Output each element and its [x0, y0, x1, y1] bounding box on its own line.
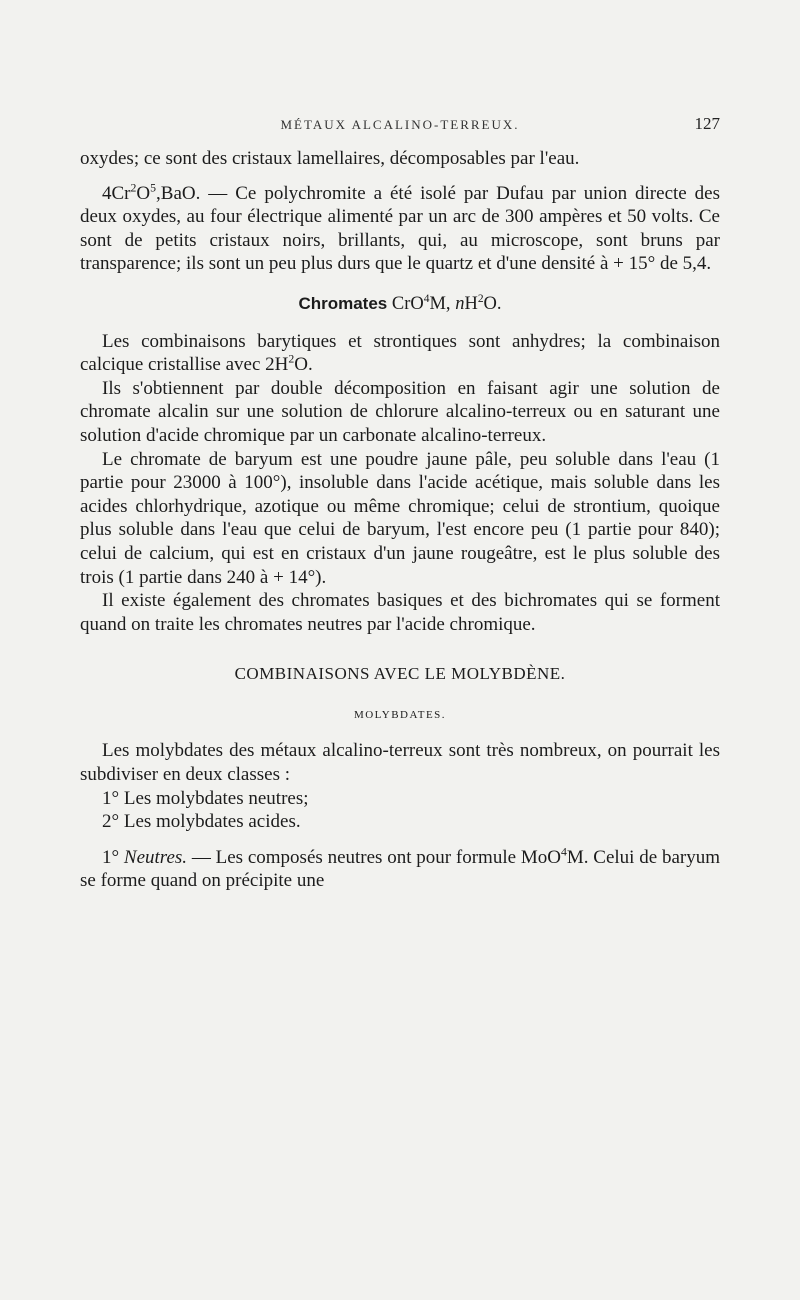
paragraph-text: — Ce polychromite a été isolé par Dufau par union directe des deux oxydes, au four électrique alimenté par un arc de 300 ampères et 50 volts. Ce sont de petits cristaux noirs, brillants, qui, au microscope, sont bruns par transparence; ils sont un peu plus durs que le quartz et d'une densité à + 15° de 5,4. — [80, 182, 720, 275]
paragraph-obtention: Ils s'obtiennent par double décomposition en faisant agir une solution de chromate alcalin sur une solution de chlorure alcalino-terreux ou en saturant une solution d'acide chromique par un carbonate alcalino-terreux. — [80, 377, 720, 446]
formula-sup: 4 — [560, 845, 567, 859]
formula-sup: 2 — [477, 292, 484, 305]
list-item: 1° Les molybdates neutres; — [102, 787, 309, 809]
formula-sup: 2 — [130, 181, 137, 195]
formula-sup: 4 — [423, 292, 430, 305]
formula-part: O. — [483, 293, 502, 314]
page-number: 127 — [694, 114, 720, 133]
paragraph-text: Les combinaisons barytiques et strontiques sont anhydres; la combinaison calcique cristallise avec 2H — [80, 330, 720, 376]
paragraph-text: M. Celui de baryum se forme quand on précipite une — [80, 846, 720, 892]
formula-part: O — [136, 182, 151, 204]
paragraph-combinaisons — [80, 330, 720, 377]
running-head: MÉTAUX ALCALINO-TERREUX. — [280, 117, 520, 132]
section-heading: COMBINAISONS AVEC LE MOLYBDÈNE. — [234, 664, 566, 684]
formula-part: ,BaO. — [156, 182, 201, 204]
paragraph-molybdates: Les molybdates des métaux alcalino-terreux sont très nombreux, on pourrait les subdiviser en deux classes : — [80, 740, 720, 786]
paragraph-chromate-baryum: Le chromate de baryum est une poudre jaune pâle, peu soluble dans l'eau (1 partie pour 23000 à 100°), insoluble dans l'acide acétique, mais soluble dans les acides chlorhydrique, azotique ou même chromique; celui de strontium, quoique plus soluble dans l'eau que celui de baryum, l'est encore peu (1 partie pour 840); celui de calcium, qui est en cristaux d'un jaune rougeâtre, est le plus soluble des trois (1 partie dans 240 à + 14°). — [80, 448, 720, 588]
paragraph-text: 1° — [102, 846, 124, 868]
formula-part: M, — [429, 293, 456, 314]
paragraph-neutres — [80, 846, 720, 893]
italic-term: Neutres. — [123, 846, 188, 868]
formula-part: CrO — [387, 293, 424, 314]
formula-part: 4Cr — [102, 182, 131, 204]
list-item: 2° Les molybdates acides. — [102, 811, 301, 833]
paragraph-bichromates: Il existe également des chromates basiques et des bichromates qui se forment quand on traite les chromates neutres par l'acide chromique. — [80, 590, 720, 635]
body-text — [80, 147, 720, 893]
page-header — [80, 114, 720, 139]
formula-italic: n — [455, 293, 465, 314]
sub-heading: MOLYBDATES. — [353, 708, 447, 721]
paragraph-1: oxydes; ce sont des cristaux lamellaires, décomposables par l'eau. — [80, 148, 580, 169]
chromates-heading — [80, 292, 720, 317]
chromates-heading-title: Chromates — [298, 293, 388, 313]
formula-sup: 2 — [288, 352, 295, 366]
formula-sup: 5 — [150, 181, 157, 195]
formula-part: H — [464, 293, 478, 314]
paragraph-polychromite — [80, 182, 720, 276]
paragraph-text: O. — [294, 354, 313, 376]
paragraph-text: — Les composés neutres ont pour formule MoO — [187, 846, 561, 868]
